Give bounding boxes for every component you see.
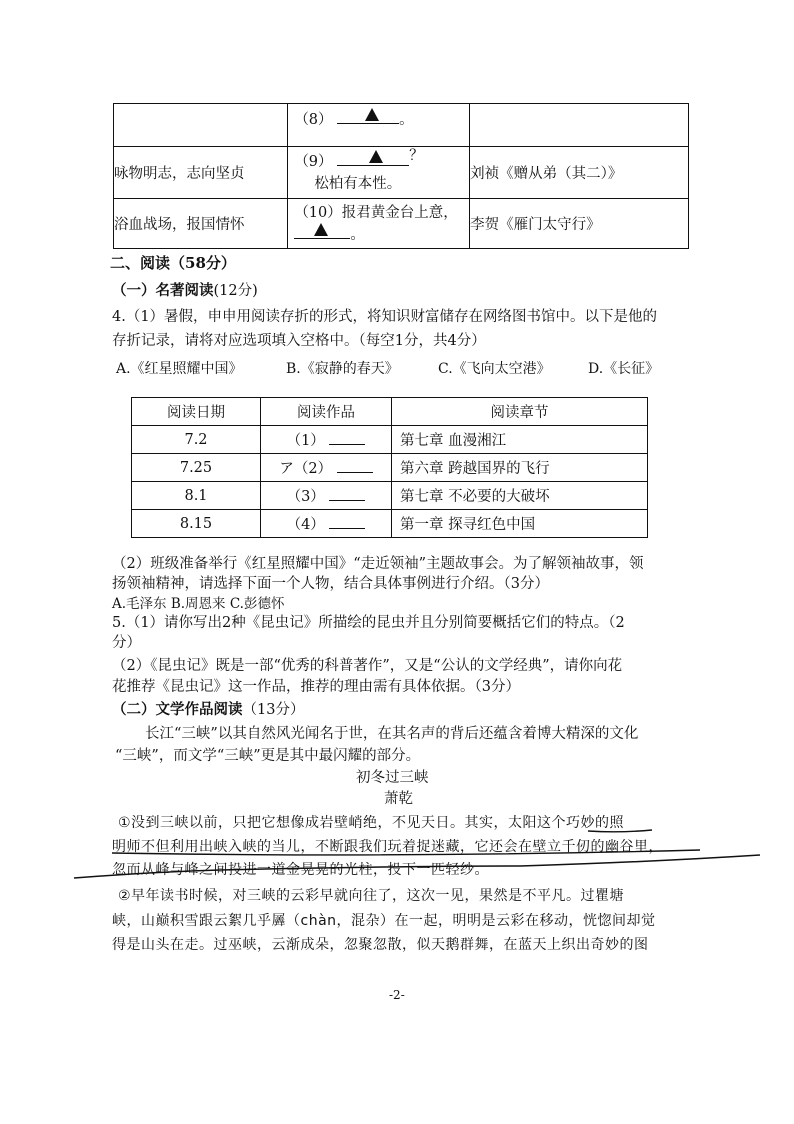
row-work: （3） — [261, 482, 392, 510]
theme-cell: 浴血战场，报国情怀 — [114, 199, 288, 249]
work-blank — [329, 516, 365, 529]
row-work: （4） — [261, 510, 392, 538]
p1-line1: ①没到三峡以前，只把它想像成岩壁峭绝，不见天日。其实，太阳这个巧妙的照 — [118, 815, 625, 831]
option-c: C.《飞向太空港》 — [438, 361, 551, 377]
author-cell: 刘祯《赠从弟（其二）》 — [470, 147, 689, 199]
q4-2-options: A.毛泽东 B.周恩来 C.彭德怀 — [112, 596, 285, 612]
part-heading: （一）名著阅读(12分) — [112, 282, 258, 299]
author-cell — [470, 104, 689, 147]
page-number: -2- — [389, 988, 405, 1002]
row-date: 7.25 — [132, 454, 261, 482]
row-date: 8.1 — [132, 482, 261, 510]
q4-line2: 存折记录，请将对应选项填入空格中。（每空1分，共4分） — [112, 333, 486, 349]
row-chapter: 第七章 不必要的大破坏 — [392, 482, 648, 510]
answer-blank — [337, 151, 409, 166]
intro-line2: “三峡”，而文学“三峡”更是其中最闪耀的部分。 — [115, 748, 421, 764]
p2-line1: ②早年读书时候，对三峡的云彩早就向往了，这次一见，果然是不平凡。过瞿塘 — [118, 888, 625, 904]
work-blank — [337, 460, 373, 473]
option-d: D.《长征》 — [588, 361, 660, 377]
header-chapter: 阅读章节 — [392, 398, 648, 426]
q4-2-line1: （2）班级准备举行《红星照耀中国》“走近领袖”主题故事会。为了解领袖故事，领 — [112, 556, 644, 572]
p2-line2: 峡，山巅积雪跟云絮几乎羼（chàn，混杂）在一起，明明是云彩在移动，恍惚间却觉 — [112, 913, 656, 929]
answer-blank — [337, 109, 399, 124]
option-a: A.《红星照耀中国》 — [116, 361, 243, 377]
q5-line3: （2）《昆虫记》既是一部“优秀的科普著作”，又是“公认的文学经典”，请你向花 — [112, 658, 623, 674]
header-work: 阅读作品 — [261, 398, 392, 426]
q4-2-line2: 扬领袖精神，请选择下面一个人物，结合具体事例进行介绍。（3分） — [112, 576, 549, 592]
row-chapter: 第一章 探寻红色中国 — [392, 510, 648, 538]
poem-table — [113, 103, 689, 249]
header-date: 阅读日期 — [132, 398, 261, 426]
option-b: B.《寂静的春天》 — [286, 361, 399, 377]
row-work: ア（2） — [261, 454, 392, 482]
triangle-icon — [365, 108, 379, 121]
q5-line4: 花推荐《昆虫记》这一作品，推荐的理由需有具体依据。（3分） — [112, 679, 520, 695]
answer-blank — [294, 224, 350, 239]
row-chapter: 第六章 跨越国界的飞行 — [392, 454, 648, 482]
q5-line2: 分） — [112, 635, 141, 651]
work-blank — [329, 488, 365, 501]
triangle-icon — [314, 223, 328, 236]
row-date: 7.2 — [132, 426, 261, 454]
row-chapter: 第七章 血漫湘江 — [392, 426, 648, 454]
author-cell: 李贺《雁门太守行》 — [470, 199, 689, 249]
article-title: 初冬过三峡 — [356, 770, 429, 786]
p1-line2: 明师不但利用出峡入峡的当儿，不断跟我们玩着捉迷藏，它还会在壁立千仞的幽谷里， — [112, 839, 663, 855]
q4-line1: 4.（1）暑假，申申用阅读存折的形式，将知识财富储存在网络图书馆中。以下是他的 — [112, 309, 658, 325]
verse-cell: （8） 。 — [288, 104, 470, 147]
article-author: 萧乾 — [384, 791, 413, 807]
part2-heading: （二）文学作品阅读（13分） — [112, 701, 305, 718]
row-date: 8.15 — [132, 510, 261, 538]
theme-cell — [114, 104, 288, 147]
reading-record-table — [131, 397, 648, 538]
row-work: （1） — [261, 426, 392, 454]
p2-line3: 得是山头在走。过巫峡，云渐成朵，忽聚忽散，似天鹅群舞，在蓝天上织出奇妙的图 — [112, 937, 649, 953]
p1-line3: 忽而从峰与峰之间投进一道金晃晃的光柱，投下一匹轻纱。 — [112, 862, 489, 878]
theme-cell: 咏物明志，志向坚贞 — [114, 147, 288, 199]
intro-line1: 长江“三峡”以其自然风光闻名于世，在其名声的背后还蕴含着博大精深的文化 — [145, 726, 639, 742]
triangle-icon — [369, 150, 383, 163]
section-title: 二、阅读（58分） — [110, 254, 236, 272]
q5-line1: 5.（1）请你写出2种《昆虫记》所描绘的昆虫并且分别简要概括它们的特点。（2 — [112, 615, 625, 631]
verse-cell: （10）报君黄金台上意， 。 — [288, 199, 470, 249]
blank-label: （8） — [294, 112, 333, 128]
verse-cell: （9） ？ 松柏有本性。 — [288, 147, 470, 199]
handwritten-mark: ア — [279, 461, 294, 477]
work-blank — [329, 432, 365, 445]
